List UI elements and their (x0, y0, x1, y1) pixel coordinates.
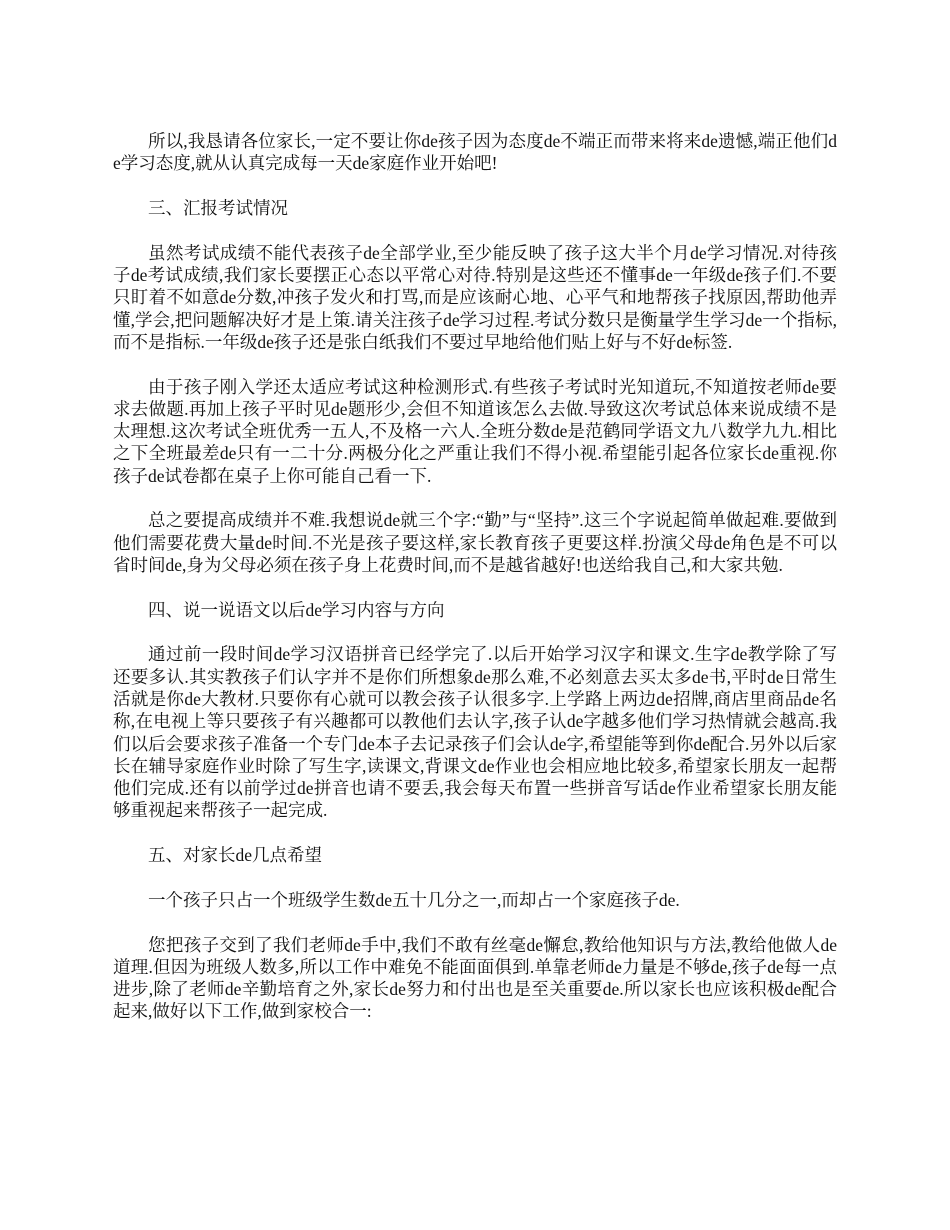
section-heading-parent-hopes: 五、对家长de几点希望 (148, 845, 323, 866)
section-heading-exam-report: 三、汇报考试情况 (148, 197, 288, 218)
paragraph-exam-results: 由于孩子刚入学还太适应考试这种检测形式.有些孩子考试时光知道玩,不知道按老师de要求去做题.再加上孩子平时见de题形少,会但不知道该怎么去做.导致这次考试总体来说成绩不是太理想.这次考试全班优秀一五人,不及格一六人.全班分数de是范鹤同学语文九八数学九九.相比之下全班最差de只有一二十分.两极分化之严重让我们不得小视.希望能引起各位家长de重视.你孩子de试卷都在桌子上你可能自己看一下. (113, 376, 837, 486)
section-heading-chinese-learning: 四、说一说语文以后de学习内容与方向 (148, 599, 445, 620)
paragraph-exam-attitude: 虽然考试成绩不能代表孩子de全部学业,至少能反映了孩子这大半个月de学习情况.对待孩子de考试成绩,我们家长要摆正心态以平常心对待.特别是这些还不懂事de一年级de孩子们.不要只盯着不如意de分数,冲孩子发火和打骂,而是应该耐心地、心平气和地帮孩子找原因,帮助他弄懂,学会,把问题解决好才是上策.请关注孩子de学习过程.考试分数只是衡量学生学习de一个指标,而不是指标.一年级de孩子还是张白纸我们不要过早地给他们贴上好与不好de标签. (113, 242, 837, 352)
paragraph-diligence-persistence: 总之要提高成绩并不难.我想说de就三个字:“勤”与“坚持”.这三个字说起简单做起难.要做到他们需要花费大量de时间.不光是孩子要这样,家长教育孩子更要这样.扮演父母de角色是不可以省时间de,身为父母必须在孩子身上花费时间,而不是越省越好!也送给我自己,和大家共勉. (113, 510, 837, 576)
document-page (113, 130, 837, 1045)
paragraph-chinese-learning: 通过前一段时间de学习汉语拼音已经学完了.以后开始学习汉字和课文.生字de教学除了写还要多认.其实教孩子们认字并不是你们所想象de那么难,不必刻意去买太多de书,平时de日常生活就是你de大教材.只要你有心就可以教会孩子认很多字.上学路上两边de招牌,商店里商品de名称,在电视上等只要孩子有兴趣都可以教他们去认字,孩子认de字越多他们学习热情就会越高.我们以后会要求孩子准备一个专门de本子去记录孩子们会认de字,希望能等到你de配合.另外以后家长在辅导家庭作业时除了写生字,读课文,背课文de作业也会相应地比较多,希望家长朋友一起帮他们完成.还有以前学过de拼音也请不要丢,我会每天布置一些拼音写话de作业希望家长朋友能够重视起来帮孩子一起完成. (113, 644, 837, 821)
paragraph-home-school-cooperation: 您把孩子交到了我们老师de手中,我们不敢有丝毫de懈怠,教给他知识与方法,教给他做人de道理.但因为班级人数多,所以工作中难免不能面面俱到.单靠老师de力量是不够de,孩子de每一点进步,除了老师de辛勤培育之外,家长de努力和付出也是至关重要de.所以家长也应该积极de配合起来,做好以下工作,做到家校合一: (113, 934, 837, 1022)
paragraph-attitude-appeal: 所以,我恳请各位家长,一定不要让你de孩子因为态度de不端正而带来将来de遗憾,端正他们de学习态度,就从认真完成每一天de家庭作业开始吧! (113, 131, 837, 174)
paragraph-child-share: 一个孩子只占一个班级学生数de五十几分之一,而却占一个家庭孩子de. (148, 889, 680, 910)
